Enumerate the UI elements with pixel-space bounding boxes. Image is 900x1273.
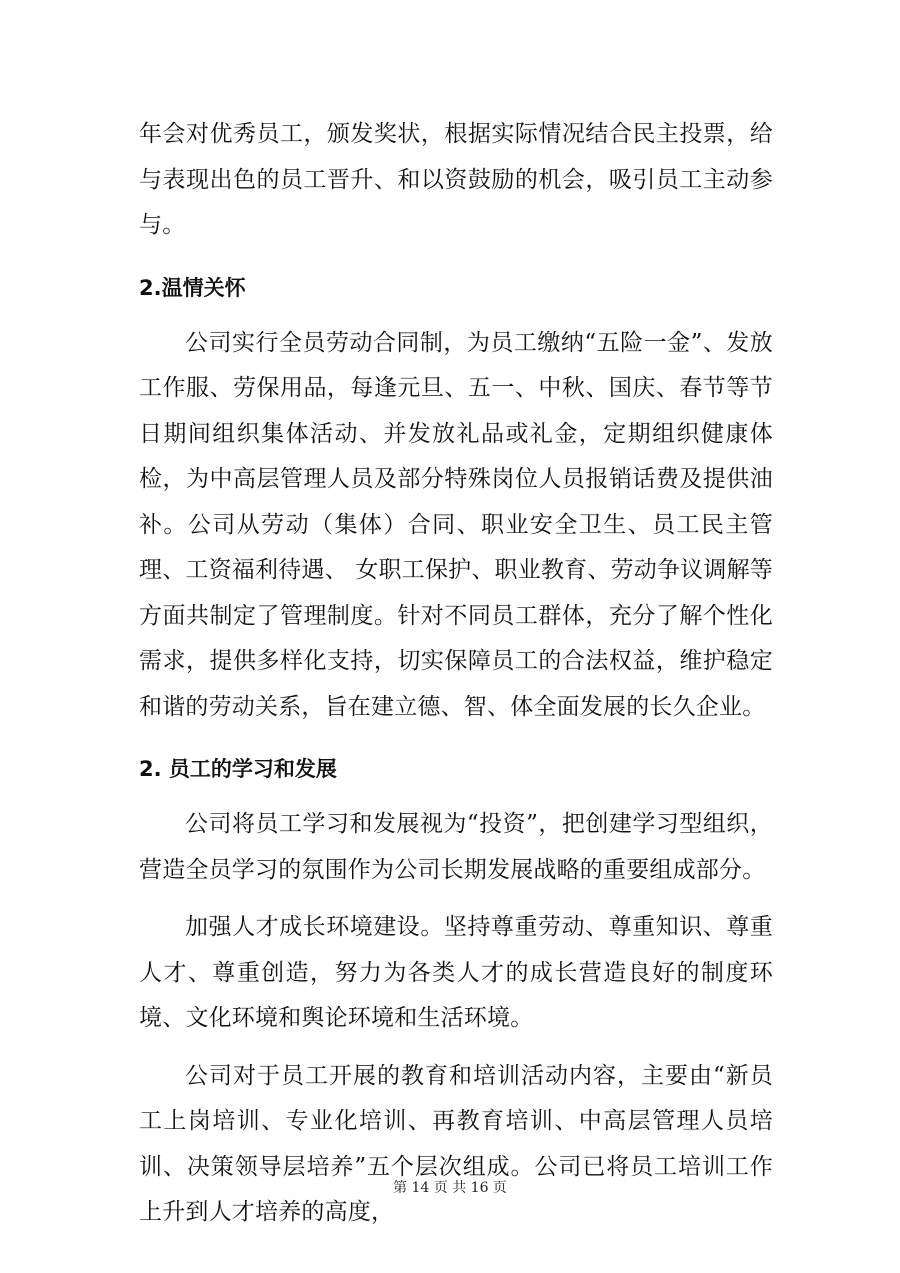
paragraph-care: 公司实行全员劳动合同制，为员工缴纳“五险一金”、发放工作服、劳保用品，每逢元旦、五一、中秋、国庆、春节等节日期间组织集体活动、并发放礼品或礼金，定期组织健康体检，为中高层管理人员及部分特殊岗位人员报销话费及提供油补。公司从劳动（集体）合同、职业安全卫生、员工民主管理、工资福利待遇、 女职工保护、职业教育、劳动争议调解等方面共制定了管理制度。针对不同员工群体，充分了解个性化需求，提供多样化支持，切实保障员工的合法权益，维护稳定和谐的劳动关系，旨在建立德、智、体全面发展的长久企业。 bbox=[139, 329, 773, 720]
paragraph-investment: 公司将员工学习和发展视为“投资”，把创建学习型组织，营造全员学习的氛围作为公司长期发展战略的重要组成部分。 bbox=[139, 811, 773, 883]
page-number-footer: 第 14 页 共 16 页 bbox=[393, 1180, 507, 1196]
paragraph-talent-environment: 加强人才成长环境建设。坚持尊重劳动、尊重知识、尊重人才、尊重创造，努力为各类人才的成长营造良好的制度环境、文化环境和舆论环境和生活环境。 bbox=[139, 914, 773, 1031]
section-heading-care: 2.温情关怀 bbox=[139, 275, 246, 300]
paragraph-training: 公司对于员工开展的教育和培训活动内容，主要由“新员工上岗培训、专业化培训、再教育培训、中高层管理人员培训、决策领导层培养”五个层次组成。公司已将员工培训工作上升到人才培养的高度， bbox=[139, 1062, 773, 1225]
paragraph-awards: 年会对优秀员工，颁发奖状，根据实际情况结合民主投票，给与表现出色的员工晋升、和以资鼓励的机会，吸引员工主动参与。 bbox=[139, 121, 773, 238]
section-heading-learning: 2. 员工的学习和发展 bbox=[139, 757, 337, 781]
document-body bbox=[139, 112, 773, 1236]
